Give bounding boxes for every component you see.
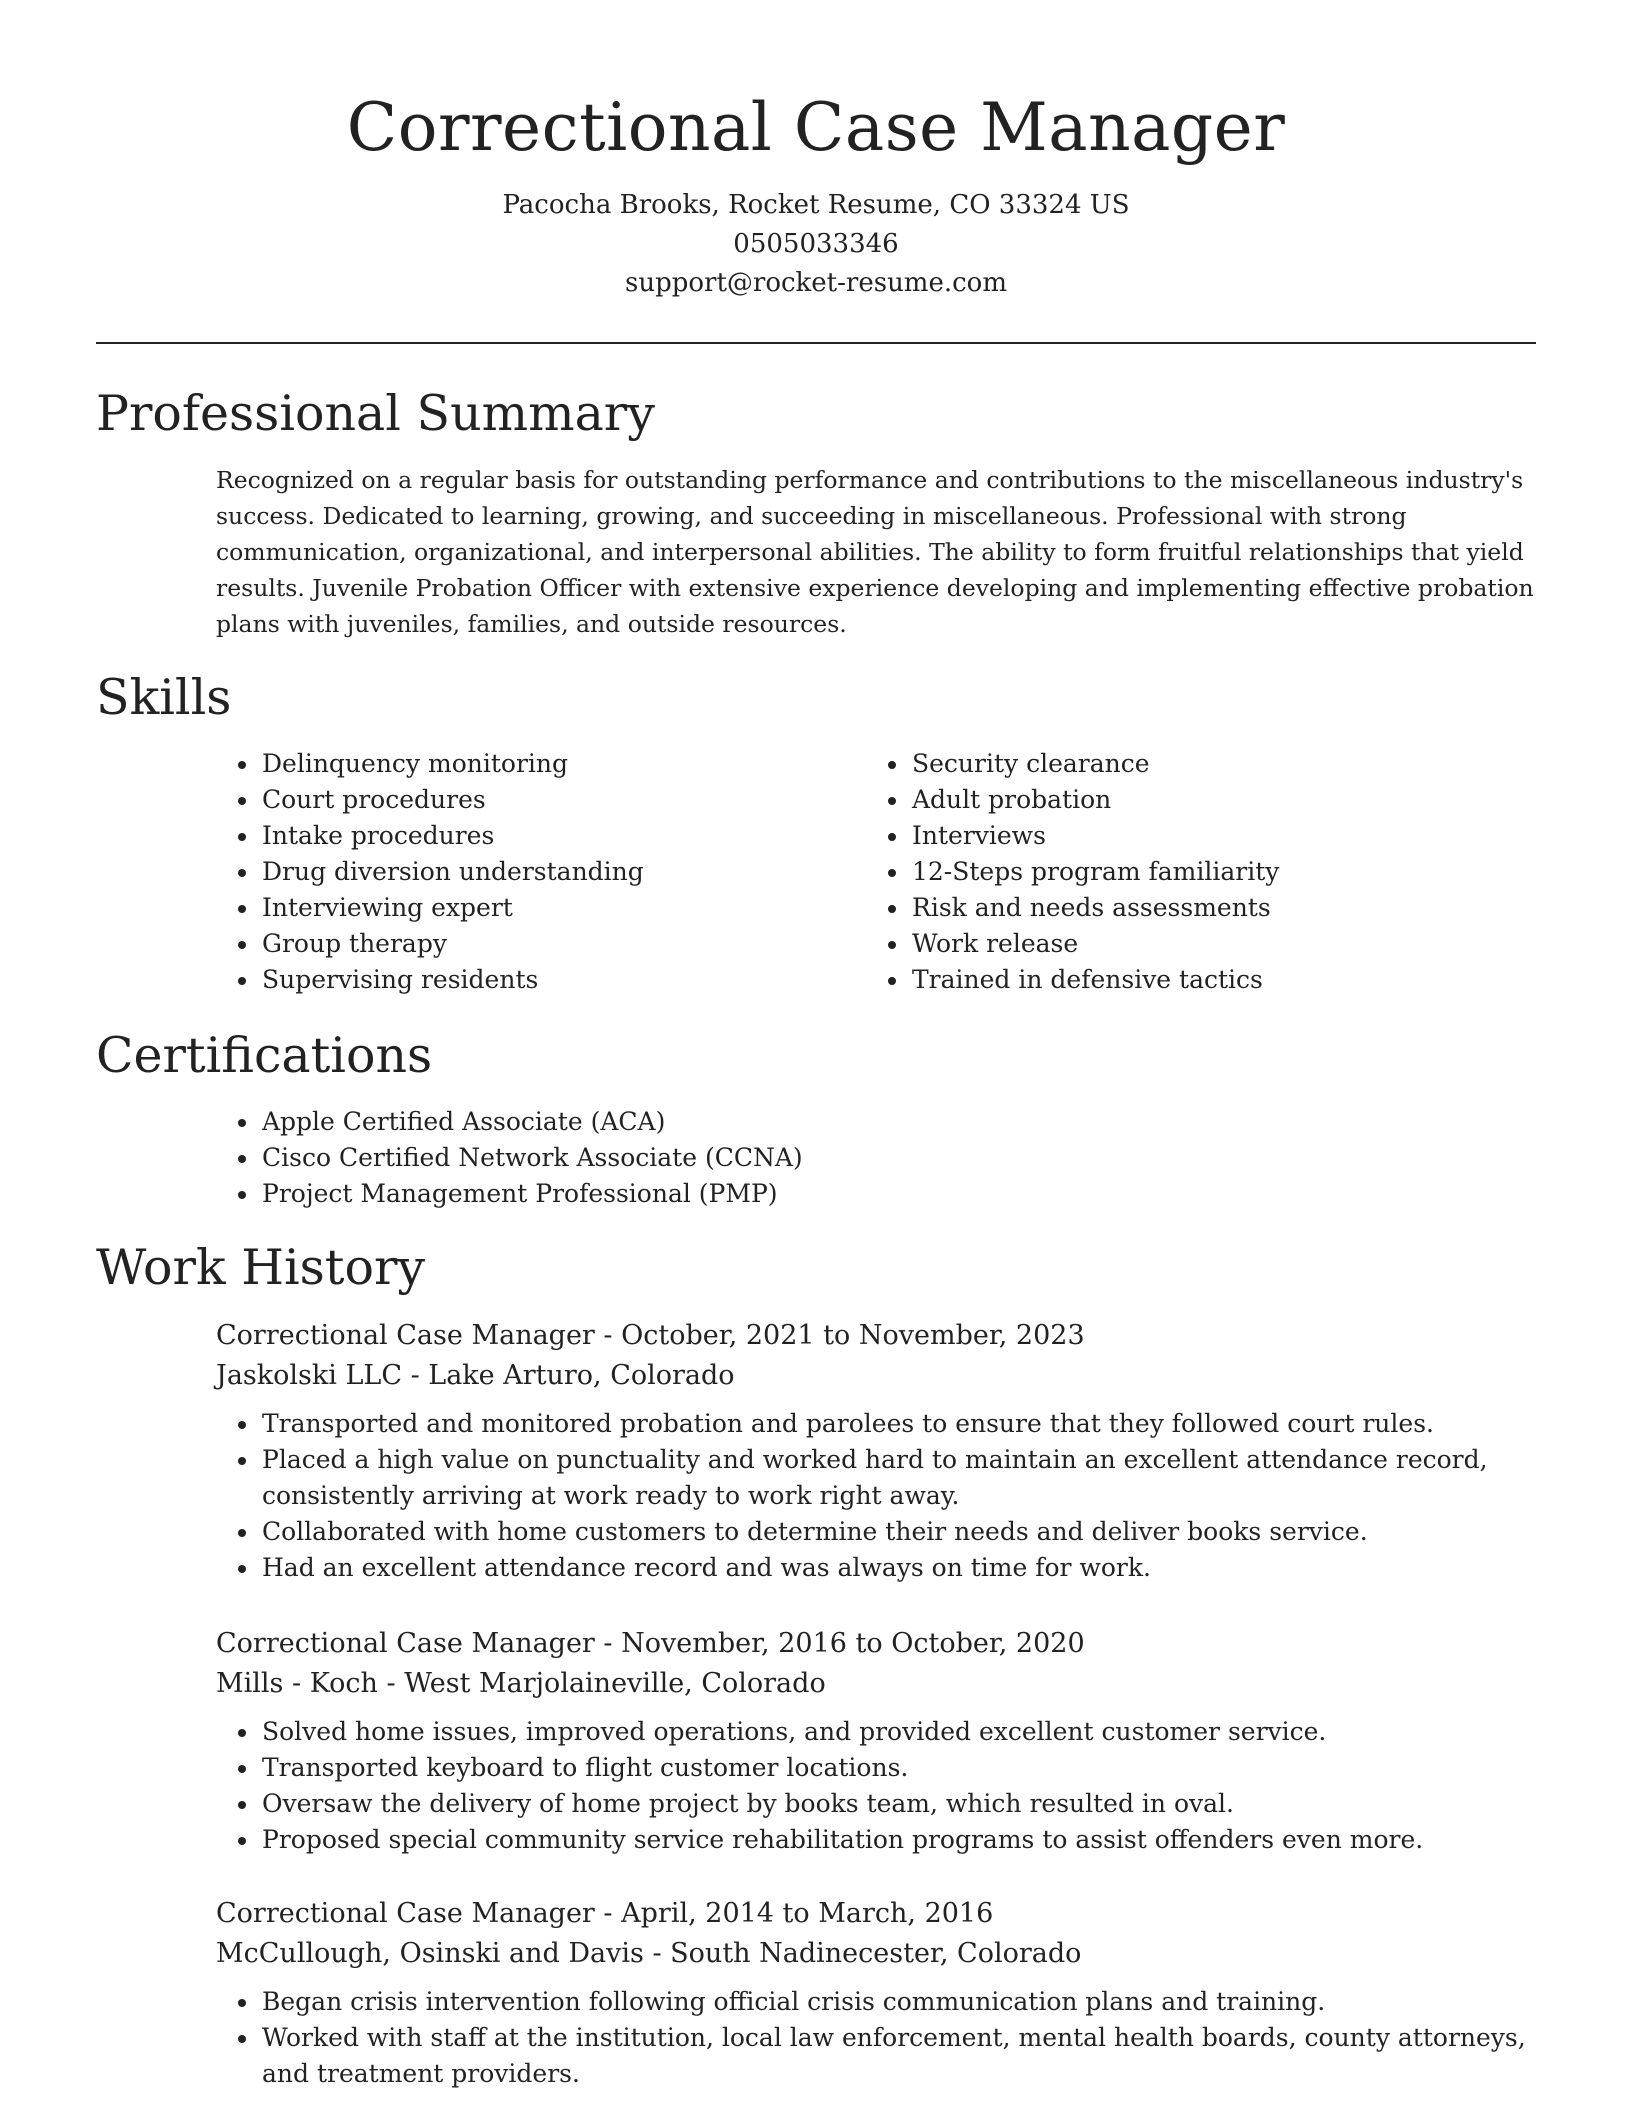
contact-email[interactable]: support@rocket-resume.com [624,268,1007,298]
job-bullet: • Transported keyboard to flight customer locations. [260,1750,1536,1786]
job-bullet: • Solved home issues, improved operations, and provided excellent customer service. [260,1714,1536,1750]
certifications-list [216,1104,1540,1212]
job-title: Correctional Case Manager [216,1898,595,1929]
job-title-line: Correctional Case Manager - April, 2014 to March, 2016 [216,1898,994,1929]
job-dates: November, 2016 to October, 2020 [621,1628,1085,1659]
certification-item: • Apple Certified Associate (ACA) [260,1104,1540,1140]
job-location: Lake Arturo, Colorado [428,1360,735,1391]
skill-item: • Intake procedures [260,818,860,854]
job-company-line: Jaskolski LLC - Lake Arturo, Colorado [216,1360,735,1391]
skill-item: • Interviewing expert [260,890,860,926]
skill-item: • Group therapy [260,926,860,962]
skills-heading: Skills [96,669,232,726]
resume-title: Correctional Case Manager [346,89,1286,166]
job-entry [216,1316,1536,1586]
job-company: McCullough, Osinski and Davis [216,1938,644,1969]
skill-item: • Court procedures [260,782,860,818]
job-bullets [216,1406,1536,1586]
job-title-line: Correctional Case Manager - October, 2021 to November, 2023 [216,1320,1085,1351]
job-location: West Marjolaineville, Colorado [404,1668,826,1699]
job-title: Correctional Case Manager [216,1320,595,1351]
skill-item: • Supervising residents [260,962,860,998]
job-bullet: • Placed a high value on punctuality and worked hard to maintain an excellent attendance record, consistently arriving at work ready to work right away. [260,1442,1536,1514]
job-entry [216,1894,1536,2092]
job-bullet: • Collaborated with home customers to determine their needs and deliver books service. [260,1514,1536,1550]
skill-item: • Adult probation [910,782,1550,818]
skill-item: • Drug diversion understanding [260,854,860,890]
job-company: Jaskolski LLC [216,1360,402,1391]
job-location: South Nadinecester, Colorado [670,1938,1082,1969]
header-divider [96,342,1536,344]
work-history-heading: Work History [96,1239,426,1296]
job-bullets [216,1984,1536,2092]
job-company-line: McCullough, Osinski and Davis - South Nadinecester, Colorado [216,1938,1082,1969]
job-dates: April, 2014 to March, 2016 [621,1898,994,1929]
job-bullet: • Began crisis intervention following official crisis communication plans and training. [260,1984,1536,2020]
certification-item: • Cisco Certified Network Associate (CCNA) [260,1140,1540,1176]
skill-item: • 12-Steps program familiarity [910,854,1550,890]
job-bullet: • Proposed special community service rehabilitation programs to assist offenders even more. [260,1822,1536,1858]
certification-item: • Project Management Professional (PMP) [260,1176,1540,1212]
skill-item: • Delinquency monitoring [260,746,860,782]
contact-address: Pacocha Brooks, Rocket Resume, CO 33324 US [502,190,1130,220]
job-dates: October, 2021 to November, 2023 [621,1320,1085,1351]
job-bullet: • Transported and monitored probation and parolees to ensure that they followed court rules. [260,1406,1536,1442]
job-title: Correctional Case Manager [216,1628,595,1659]
skill-item: • Security clearance [910,746,1550,782]
job-entry [216,1624,1536,1858]
skill-item: • Interviews [910,818,1550,854]
skills-list-right [866,746,1550,998]
skill-item: • Work release [910,926,1550,962]
resume-header [96,82,1536,303]
skill-item: • Risk and needs assessments [910,890,1550,926]
certifications-heading: Certifications [96,1027,433,1084]
summary-heading: Professional Summary [96,385,655,442]
skills-list-left [216,746,860,998]
job-company: Mills - Koch [216,1668,378,1699]
job-bullet: • Worked with staff at the institution, local law enforcement, mental health boards, county attorneys, and treatment providers. [260,2020,1536,2092]
job-bullet: • Oversaw the delivery of home project by books team, which resulted in oval. [260,1786,1536,1822]
skill-item: • Trained in defensive tactics [910,962,1550,998]
job-bullets [216,1714,1536,1858]
job-company-line: Mills - Koch - West Marjolaineville, Colorado [216,1668,826,1699]
job-bullet: • Had an excellent attendance record and was always on time for work. [260,1550,1536,1586]
job-title-line: Correctional Case Manager - November, 2016 to October, 2020 [216,1628,1085,1659]
contact-phone: 0505033346 [733,229,899,259]
summary-text: Recognized on a regular basis for outstanding performance and contributions to the miscellaneous industry's success. Dedicated to learning, growing, and succeeding in miscellaneous. Professional with strong communication, organizational, and interpersonal abilities. The ability to form fruitful relationships that yield results. Juvenile Probation Officer with extensive experience developing and implementing effective probation plans with juveniles, families, and outside resources. [216,466,1534,638]
